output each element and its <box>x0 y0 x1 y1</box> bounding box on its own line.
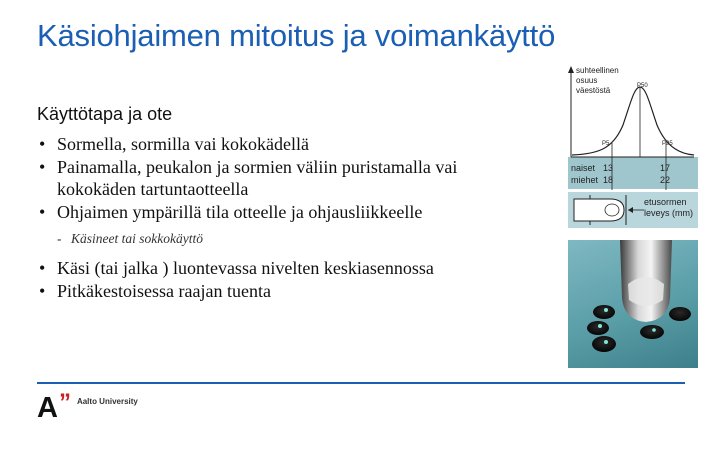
p5-label: P5 <box>602 141 610 147</box>
bullet-item: • Käsi (tai jalka ) luontevassa nivelten keskiasennossa <box>37 257 537 280</box>
logo-letter: A <box>37 392 58 424</box>
bullet-item: • Ohjaimen ympärillä tila otteelle ja ohjausliikkeelle <box>37 201 537 224</box>
university-name: Aalto University <box>76 397 138 406</box>
naiset-p5: 13 <box>603 163 614 173</box>
led-dot <box>652 328 656 332</box>
bullet-item: • Painamalla, peukalon ja sormien väliin puristamalla vai kokokäden tartuntaotteella <box>37 156 537 201</box>
p50-label: P50 <box>637 83 648 89</box>
fingernail-icon <box>605 204 619 216</box>
finger-pressing-buttons-photo <box>568 240 698 368</box>
naiset-label: naiset <box>571 163 596 173</box>
miehet-label: miehet <box>571 175 599 185</box>
bullet-item: • Sormella, sormilla vai kokokädellä <box>37 133 537 156</box>
logo-quote: ” <box>58 389 71 416</box>
miehet-p95: 22 <box>660 175 671 185</box>
button-shape <box>640 325 664 339</box>
y-label-2: osuus <box>576 76 598 85</box>
bullet-item: • Pitkäkestoisessa raajan tuenta <box>37 280 537 303</box>
slide-title: Käsiohjaimen mitoitus ja voimankäyttö <box>37 18 556 53</box>
x-label-1: etusormen <box>644 197 687 207</box>
footer-divider <box>37 382 685 384</box>
x-label-2: leveys (mm) <box>644 208 693 218</box>
bullet-list <box>37 133 537 302</box>
button-shape <box>587 321 609 335</box>
naiset-p95: 17 <box>660 163 671 173</box>
miehet-p5: 18 <box>603 175 614 185</box>
distribution-curve <box>572 87 694 155</box>
y-label-3: väestöstä <box>576 86 611 95</box>
section-heading: Käyttötapa ja ote <box>37 104 173 124</box>
led-dot <box>604 308 608 312</box>
y-axis-arrow-icon <box>568 66 574 73</box>
p95-label: P95 <box>662 141 673 147</box>
led-dot <box>604 340 608 344</box>
sub-bullet-text: Käsineet tai sokkokäyttö <box>71 231 203 246</box>
button-shape <box>592 336 616 352</box>
button-shape <box>669 307 691 321</box>
aalto-logo <box>37 389 138 424</box>
sub-bullet-item <box>37 229 537 249</box>
button-shape <box>593 305 615 319</box>
fingernail-shape <box>628 277 664 306</box>
led-dot <box>598 324 602 328</box>
y-label-1: suhteellinen <box>576 66 619 75</box>
finger-width-distribution-figure <box>568 65 698 230</box>
